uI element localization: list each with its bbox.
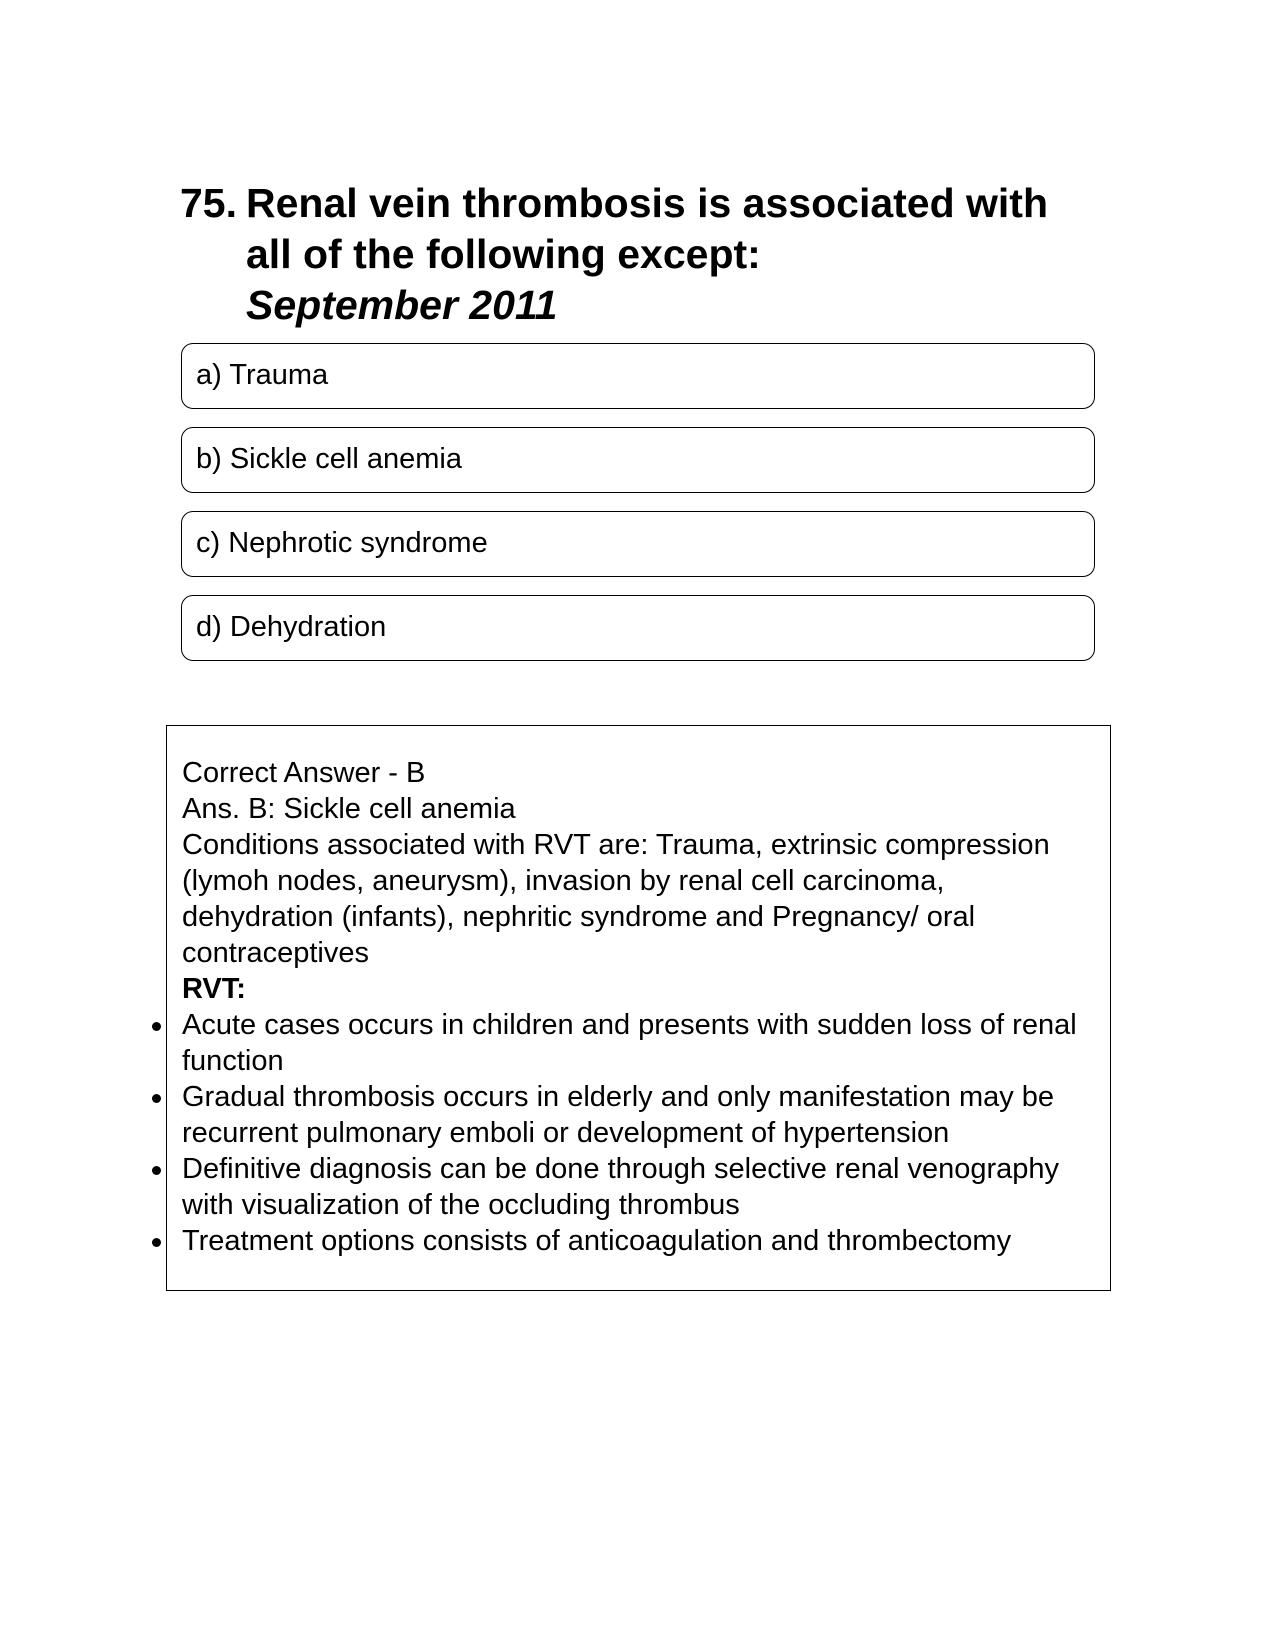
question-number: 75. bbox=[180, 180, 237, 226]
list-item: Gradual thrombosis occurs in elderly and only manifestation may be recurrent pulmonary emboli or development of hypertension bbox=[182, 1079, 1102, 1151]
rvt-bullet-list bbox=[182, 1007, 1102, 1259]
question-text: Renal vein thrombosis is associated with all of the following except: bbox=[246, 180, 1049, 277]
option-a[interactable]: a) Trauma bbox=[181, 343, 1095, 409]
correct-answer: Correct Answer - B bbox=[182, 757, 426, 789]
list-item: Treatment options consists of anticoagulation and thrombectomy bbox=[182, 1223, 1102, 1259]
option-c[interactable]: c) Nephrotic syndrome bbox=[181, 511, 1095, 577]
list-item: Acute cases occurs in children and presents with sudden loss of renal function bbox=[182, 1007, 1102, 1079]
answer-content bbox=[182, 755, 1102, 1259]
option-b[interactable]: b) Sickle cell anemia bbox=[181, 427, 1095, 493]
question-text-block bbox=[246, 178, 1086, 331]
list-item: Definitive diagnosis can be done through selective renal venography with visualization of the occluding thrombus bbox=[182, 1151, 1102, 1223]
option-d[interactable]: d) Dehydration bbox=[181, 595, 1095, 661]
rvt-heading: RVT: bbox=[182, 973, 246, 1005]
answer-statement: Ans. B: Sickle cell anemia bbox=[182, 793, 516, 825]
question-date: September 2011 bbox=[246, 282, 558, 328]
answer-explanation: Conditions associated with RVT are: Trauma, extrinsic compression (lymoh nodes, aneurysm), invasion by renal cell carcinoma, dehydration (infants), nephritic syndrome and Pregnancy/ oral contraceptives bbox=[182, 829, 1050, 969]
